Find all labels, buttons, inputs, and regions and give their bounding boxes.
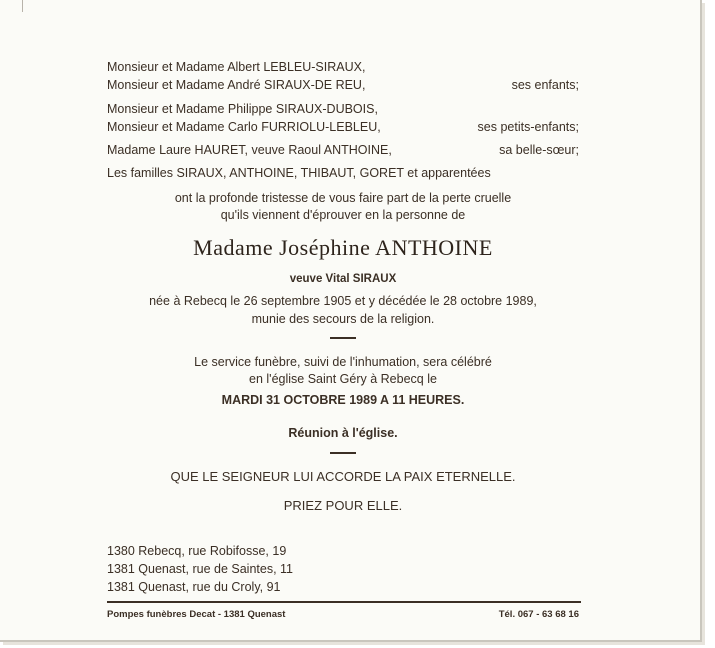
service-datetime: MARDI 31 OCTOBRE 1989 A 11 HEURES. xyxy=(221,393,465,407)
prayer-peace: QUE LE SEIGNEUR LUI ACCORDE LA PAIX ETERNELLE. xyxy=(170,469,516,484)
family-row xyxy=(107,100,579,118)
service-line: Le service funèbre, suivi de l'inhumation, sera célébré xyxy=(194,355,492,369)
prayer-pray: PRIEZ POUR ELLE. xyxy=(283,498,403,513)
deceased-name: Madame Joséphine ANTHOINE xyxy=(193,235,493,260)
widow-of: veuve Vital SIRAUX xyxy=(289,273,397,285)
family-row xyxy=(107,58,579,76)
separator-dash xyxy=(330,337,356,339)
family-row xyxy=(107,118,579,136)
announcement-line: qu'ils viennent d'éprouver en la personne de xyxy=(220,208,466,222)
birth-death-line: née à Rebecq le 26 septembre 1905 et y décédée le 28 octobre 1989, xyxy=(149,294,537,308)
family-relation: ses petits-enfants; xyxy=(477,120,579,134)
service-line: en l'église Saint Géry à Rebecq le xyxy=(249,372,437,386)
family-relation: sa belle-sœur; xyxy=(499,143,579,157)
undertaker-phone: Tél. 067 - 63 68 16 xyxy=(498,609,579,620)
religion-line: munie des secours de la religion. xyxy=(251,312,435,326)
address-line: 1381 Quenast, rue du Croly, 91 xyxy=(107,580,281,594)
meeting-place: Réunion à l'église. xyxy=(288,426,398,440)
family-row xyxy=(107,141,579,159)
family-row xyxy=(107,76,579,94)
address-line: 1381 Quenast, rue de Saintes, 11 xyxy=(107,562,294,576)
family-member: Monsieur et Madame André SIRAUX-DE REU, xyxy=(107,78,366,92)
footer-rule xyxy=(107,601,581,603)
address-line: 1380 Rebecq, rue Robifosse, 19 xyxy=(107,544,287,558)
separator-dash xyxy=(330,452,356,454)
family-member: Monsieur et Madame Albert LEBLEU-SIRAUX, xyxy=(107,60,366,74)
address-list xyxy=(107,542,293,596)
family-member: Monsieur et Madame Carlo FURRIOLU-LEBLEU, xyxy=(107,120,381,134)
family-member: Monsieur et Madame Philippe SIRAUX-DUBOIS, xyxy=(107,102,378,116)
announcement-line: ont la profonde tristesse de vous faire part de la perte cruelle xyxy=(174,191,512,205)
undertaker-name: Pompes funèbres Decat - 1381 Quenast xyxy=(107,609,286,620)
corner-crop-mark xyxy=(22,0,23,12)
family-row xyxy=(107,164,579,182)
family-member: Les familles SIRAUX, ANTHOINE, THIBAUT, GORET et apparentées xyxy=(107,166,491,180)
family-member: Madame Laure HAURET, veuve Raoul ANTHOINE, xyxy=(107,143,392,157)
family-relation: ses enfants; xyxy=(511,78,579,92)
family-list xyxy=(107,58,579,182)
